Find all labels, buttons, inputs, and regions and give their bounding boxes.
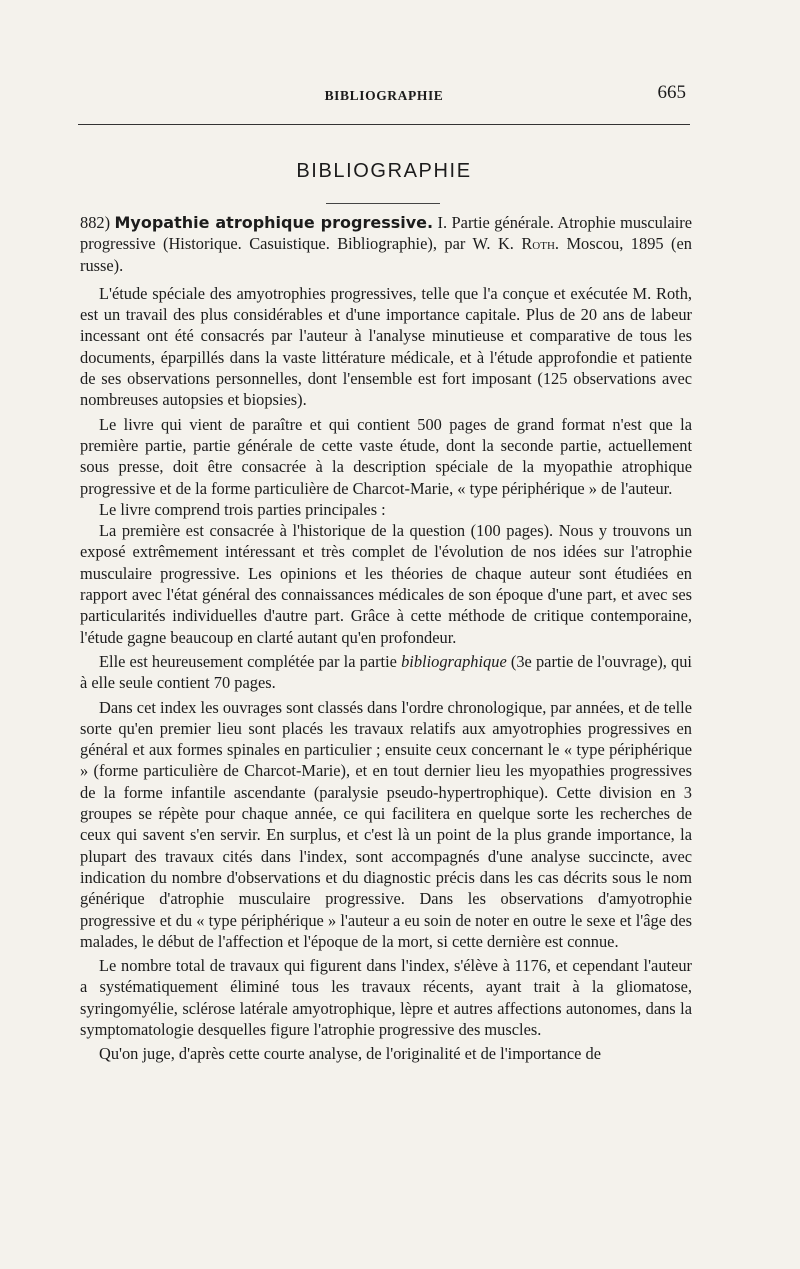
section-title: BIBLIOGRAPHIE bbox=[296, 160, 472, 182]
title-underline-rule bbox=[326, 203, 440, 204]
running-head bbox=[78, 84, 690, 110]
header-rule bbox=[78, 124, 690, 125]
entry-number: 882) bbox=[80, 213, 111, 232]
paragraph-5-text-end: (3e partie de l'ouvrage), qui à elle seule contient 70 pages. bbox=[80, 651, 692, 693]
entry-description: I. Partie générale. Atrophie musculaire progressive (Historique. Casuistique. Bibliographie), par W. K. bbox=[80, 213, 692, 254]
paragraph-2: Le livre qui vient de paraître et qui contient 500 pages de grand format n'est que la première partie, partie générale de cette vaste étude, dont la seconde partie, actuellement sous presse, doit être consacrée à la description spéciale de la myopathie atrophique progressive et de la forme particulière de Charcot-Marie, « type périphérique » de l'auteur. bbox=[80, 414, 692, 498]
entry-publication: Moscou, 1895 (en russe). bbox=[80, 234, 692, 275]
paragraph-4: La première est consacrée à l'historique de la question (100 pages). Nous y trouvons un exposé extrêmement intéressant et très complet de l'évolution de nos idées sur l'atrophie musculaire progressive. Les opinions et les théories de chaque auteur sont étudiées en rapport avec l'état général des connaissances médicales de son époque d'une part, et avec ses particularités individuelles d'autre part. Grâce à cette méthode de critique contemporaine, l'étude gagne beaucoup en clarté autant qu'en profondeur. bbox=[80, 521, 692, 647]
entry-title: Myopathie atrophique progressive. bbox=[114, 213, 434, 232]
paragraph-1: L'étude spéciale des amyotrophies progressives, telle que l'a conçue et exécutée M. Roth, est un travail des plus considérables et d'une importance capitale. Plus de 20 ans de labeur incessant ont été consacrés par l'auteur à l'analyse minutieuse et comparative de tous les documents, éparpillés dans la vaste littérature médicale, et à l'étude approfondie et patiente de ses observations personnelles, dont l'ensemble est fort imposant (125 observations avec nombreuses autopsies et biopsies). bbox=[80, 283, 692, 410]
paragraph-5-italic-term: bibliographique bbox=[401, 651, 507, 671]
page-number: 665 bbox=[657, 82, 686, 103]
paragraph-5-text-start: Elle est heureusement complétée par la partie bbox=[99, 651, 397, 671]
article-body bbox=[80, 212, 692, 1065]
paragraph-8: Qu'on juge, d'après cette courte analyse, de l'originalité et de l'importance de bbox=[99, 1044, 601, 1064]
paragraph-5 bbox=[80, 651, 692, 694]
paragraph-6: Dans cet index les ouvrages sont classés dans l'ordre chronologique, par années, et de telle sorte qu'en premier lieu sont placés les travaux relatifs aux amyotrophies progressives en général et aux formes spinales en particulier ; ensuite ceux concernant le « type périphérique » (forme particulière de Charcot-Marie), et en tout dernier lieu les myopathies progressives de la forme infantile ascendante (paralysie pseudo-hypertrophique). Cette division en 3 groupes se répète pour chaque année, ce qui facilitera en quelque sorte les recherches de ceux qui savent s'en servir. En surplus, et c'est là un point de la plus grande importance, la plupart des travaux cités dans l'index, sont accompagnés d'une analyse succincte, avec indication du nombre d'observations et du diagnostic précis dans les cas décrits sous le nom générique d'atrophie musculaire progressive. Dans les observations d'amyotrophie progressive et du « type périphérique » l'auteur a eu soin de noter en outre le sexe et l'âge des malades, le début de l'affection et l'époque de la mort, si cette dernière est connue. bbox=[80, 697, 692, 951]
running-title: BIBLIOGRAPHIE bbox=[324, 88, 444, 103]
paragraph-7: Le nombre total de travaux qui figurent dans l'index, s'élève à 1176, et cependant l'auteur a systématiquement éliminé tous les travaux récents, ayant trait à la gliomatose, syringomyélie, sclérose latérale amyotrophique, lèpre et autres affections autonomes, dans la symptomatologie desquelles figure l'atrophie progressive des muscles. bbox=[80, 956, 692, 1039]
paragraph-3: Le livre comprend trois parties principales : bbox=[99, 499, 386, 519]
entry-author: Roth. bbox=[521, 234, 559, 254]
bibliography-entry-header bbox=[80, 212, 692, 276]
